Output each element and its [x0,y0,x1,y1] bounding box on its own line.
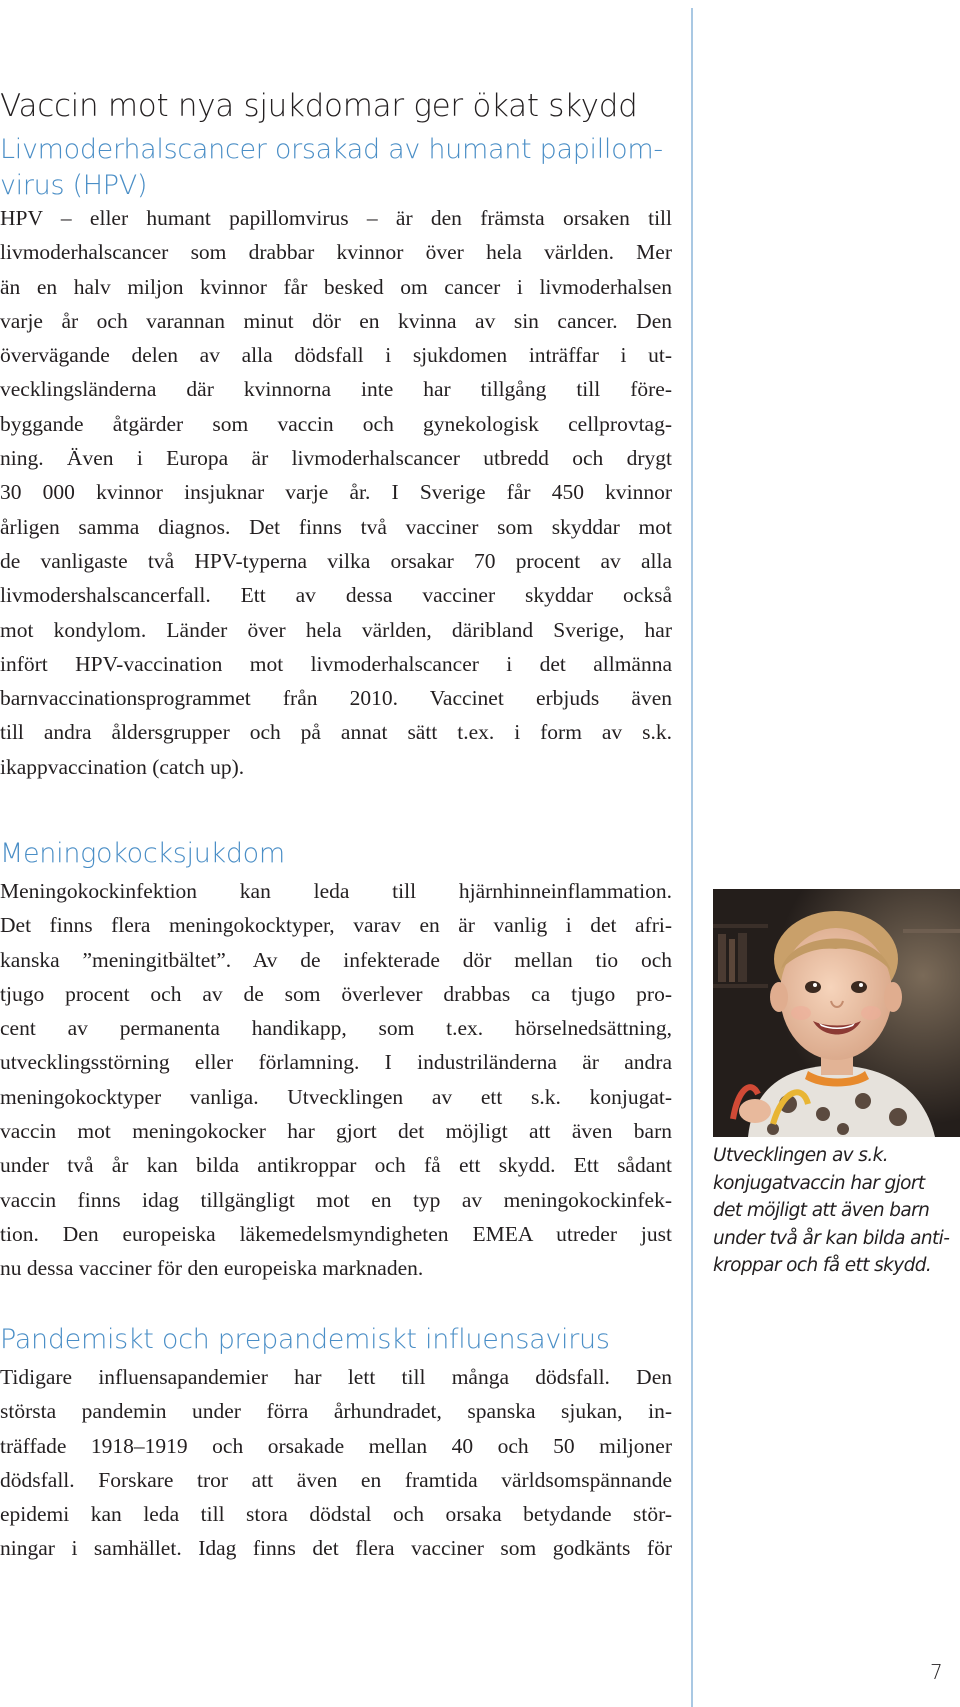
caption-line: Utvecklingen av s.k. [713,1145,889,1166]
text-line: till andra åldersgrupper och på annat sätt t.ex. i form av s.k. [0,720,672,745]
caption-line: det möjligt att även barn [713,1200,930,1221]
text-line: livmoderhalscancer som drabbar kvinnor över hela världen. Mer [0,240,672,265]
section-heading-hpv [0,132,663,204]
heading-line: virus (HPV) [0,170,148,201]
text-line: infört HPV-vaccination mot livmoderhalscancer i det allmänna [0,651,672,676]
text-line: Meningokockinfektion kan leda till hjärnhinneinflammation. [0,879,672,903]
text-line: varje år och varannan minut dör en kvinna av sin cancer. Den [0,308,672,333]
text-line: 30 000 kvinnor insjuknar varje år. I Sverige får 450 kvinnor [0,480,672,505]
caption-line: konjugatvaccin har gjort [713,1172,925,1194]
text-line: vaccin mot meningokocker har gjort det möjligt att även barn [0,1119,672,1144]
section-heading-meningokock [0,836,285,872]
paragraph-hpv [0,201,672,784]
column-divider [691,8,693,1707]
text-line: tion. Den europeiska läkemedelsmyndigheten EMEA utreder just [0,1221,672,1246]
heading-line: Meningokocksjukdom [0,838,285,869]
text-line: största pandemin under förra århundradet, spanska sjukan, in- [0,1399,672,1424]
child-photo [713,889,960,1137]
text-line: meningokocktyper vanliga. Utvecklingen av ett s.k. konjugat- [0,1084,672,1109]
text-line: HPV – eller humant papillomvirus – är den främsta orsaken till [0,206,672,230]
caption-line: under två år kan bilda anti- [713,1227,950,1249]
text-line: byggande åtgärder som vaccin och gynekologisk cellprovtag- [0,411,672,436]
text-line: ningar i samhället. Idag finns det flera vacciner som godkänts för [0,1536,672,1561]
page-number: 7 [930,1660,943,1684]
text-line: under två år kan bilda antikroppar och få ett skydd. Ett sådant [0,1153,672,1178]
text-line: dödsfall. Forskare tror att även en framtida världsomspännande [0,1467,672,1492]
text-line: mot kondylom. Länder över hela världen, däribland Sverige, har [0,617,672,642]
text-line: nu dessa vacciner för den europeiska marknaden. [0,1256,424,1281]
paragraph-influensa [0,1360,672,1566]
heading-line: Pandemiskt och prepandemiskt influensavirus [0,1324,610,1355]
text-line: vecklingsländerna där kvinnorna inte har tillgång till före- [0,377,672,402]
paragraph-meningokock [0,874,672,1286]
page-title: Vaccin mot nya sjukdomar ger ökat skydd [0,88,638,124]
text-line: de vanligaste två HPV-typerna vilka orsakar 70 procent av alla [0,548,672,573]
caption-line: kroppar och få ett skydd. [713,1255,932,1276]
text-line: barnvaccinationsprogrammet från 2010. Vaccinet erbjuds även [0,686,672,711]
text-line: än en halv miljon kvinnor får besked om cancer i livmoderhalsen [0,274,672,299]
text-line: vaccin finns idag tillgängligt mot en typ av meningokockinfek- [0,1187,672,1212]
text-line: cent av permanenta handikapp, som t.ex. hörselnedsättning, [0,1016,672,1041]
text-line: Tidigare influensapandemier har lett till många dödsfall. Den [0,1365,672,1389]
text-line: årligen samma diagnos. Det finns två vacciner som skyddar mot [0,514,672,539]
text-line: ning. Även i Europa är livmoderhalscancer utbredd och drygt [0,446,672,471]
text-line: övervägande delen av alla dödsfall i sjukdomen inträffar i ut- [0,343,672,368]
text-line: tjugo procent och av de som överlever drabbas ca tjugo pro- [0,981,672,1006]
text-line: livmodershalscancerfall. Ett av dessa vacciner skyddar också [0,583,672,608]
text-line: ikappvaccination (catch up). [0,754,245,779]
text-line: kanska ”meningitbältet”. Av de infekterade dör mellan tio och [0,947,672,972]
text-line: träffade 1918–1919 och orsakade mellan 40 och 50 miljoner [0,1433,672,1458]
section-heading-influensa [0,1322,610,1358]
text-line: utvecklingsstörning eller förlamning. I industriländerna är andra [0,1050,672,1075]
photo-caption [713,1142,953,1280]
text-line: Det finns flera meningokocktyper, varav en är vanlig i det afri- [0,913,672,938]
text-line: epidemi kan leda till stora dödstal och orsaka betydande stör- [0,1502,672,1527]
heading-line: Livmoderhalscancer orsakad av humant papillom- [0,134,663,165]
